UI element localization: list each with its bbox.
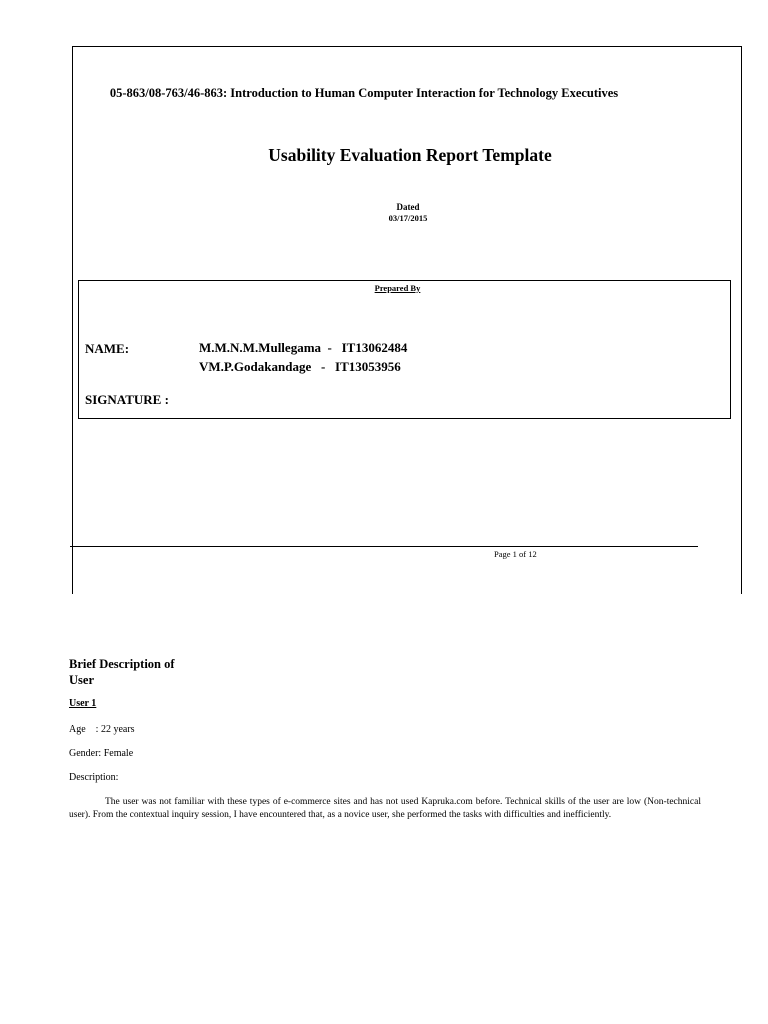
dated-value: 03/17/2015 [388,213,428,223]
section-heading: Brief Description of User [69,657,175,687]
user-gender: Gender: Female [69,748,134,759]
user-heading: User 1 [69,698,97,709]
author-name: VM.P.Godakandage - IT13053956 [199,359,401,374]
prepared-by-box [78,280,731,419]
footer-divider [70,546,698,547]
author-name: M.M.N.M.Mullegama - IT13062484 [199,340,408,355]
description-label: Description: [69,772,119,783]
course-title: 05-863/08-763/46-863: Introduction to Human Computer Interaction for Technology Executives [109,86,619,100]
name-label: NAME: [85,341,130,356]
page-number: Page 1 of 12 [494,549,537,559]
report-title: Usability Evaluation Report Template [268,145,552,165]
description-body: The user was not familiar with these types of e-commerce sites and has not used Kapruka.com before. Technical skills of the user are low (Non-technical user). From the contextual inquiry session, I have encountered that, as a novice user, she performed the tasks with difficulties and inefficiently. [69,797,701,820]
prepared-by-label: Prepared By [374,283,421,293]
dated-label: Dated [396,202,420,212]
signature-label: SIGNATURE : [85,392,169,407]
user-age: Age : 22 years [69,724,135,735]
